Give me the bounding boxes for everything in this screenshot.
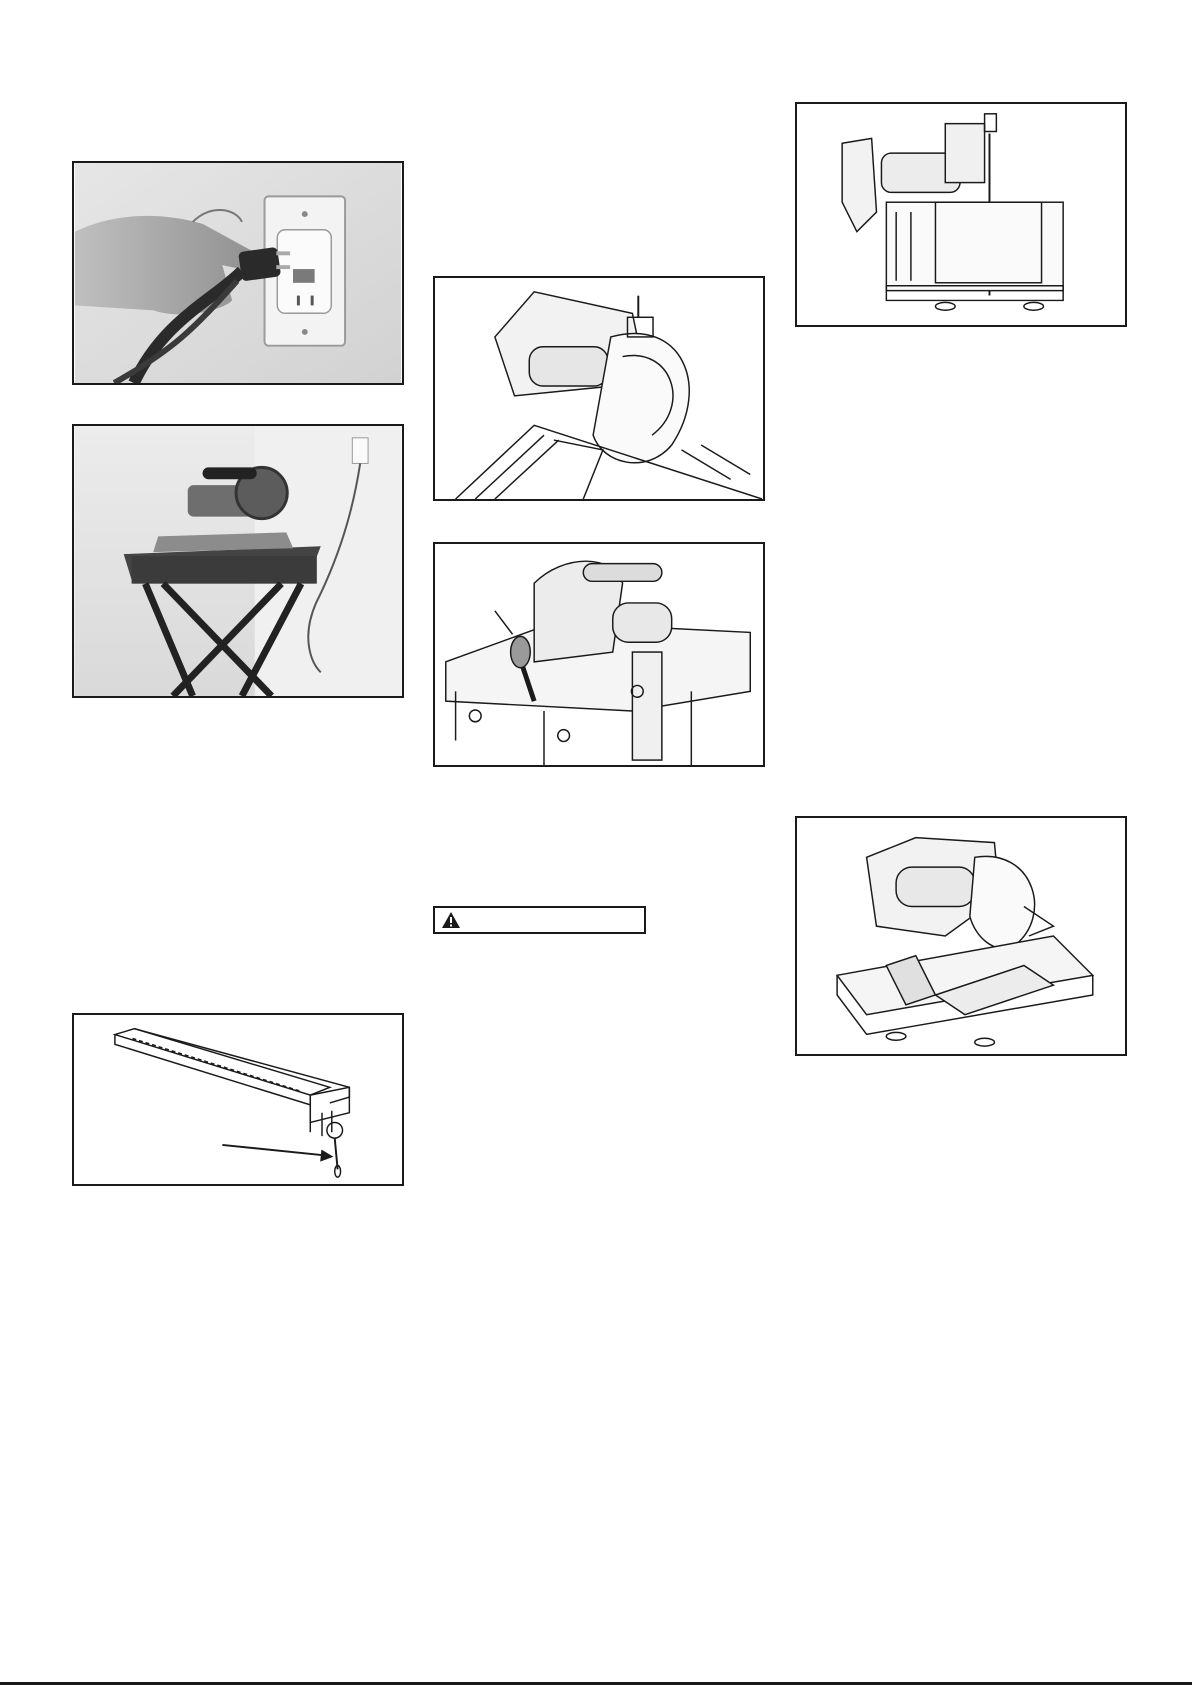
plug-photo-illustration bbox=[74, 163, 402, 383]
saw-stand-illustration bbox=[74, 426, 402, 696]
warning-triangle-icon bbox=[441, 911, 461, 929]
front-view-drawing bbox=[797, 104, 1125, 325]
figure-motor-lever bbox=[433, 542, 765, 767]
figure-front-view bbox=[795, 102, 1127, 327]
figure-blade-guard-top bbox=[433, 276, 765, 501]
figure-plug-photo bbox=[72, 161, 404, 385]
extension-table-drawing bbox=[74, 1015, 402, 1184]
motor-lever-drawing bbox=[435, 544, 763, 765]
warning-label bbox=[433, 906, 646, 934]
figure-saw-on-stand-photo bbox=[72, 424, 404, 698]
blade-guard-drawing bbox=[435, 278, 763, 499]
figure-miter-view bbox=[795, 816, 1127, 1056]
miter-view-drawing bbox=[797, 818, 1125, 1054]
figure-extension-table bbox=[72, 1013, 404, 1186]
